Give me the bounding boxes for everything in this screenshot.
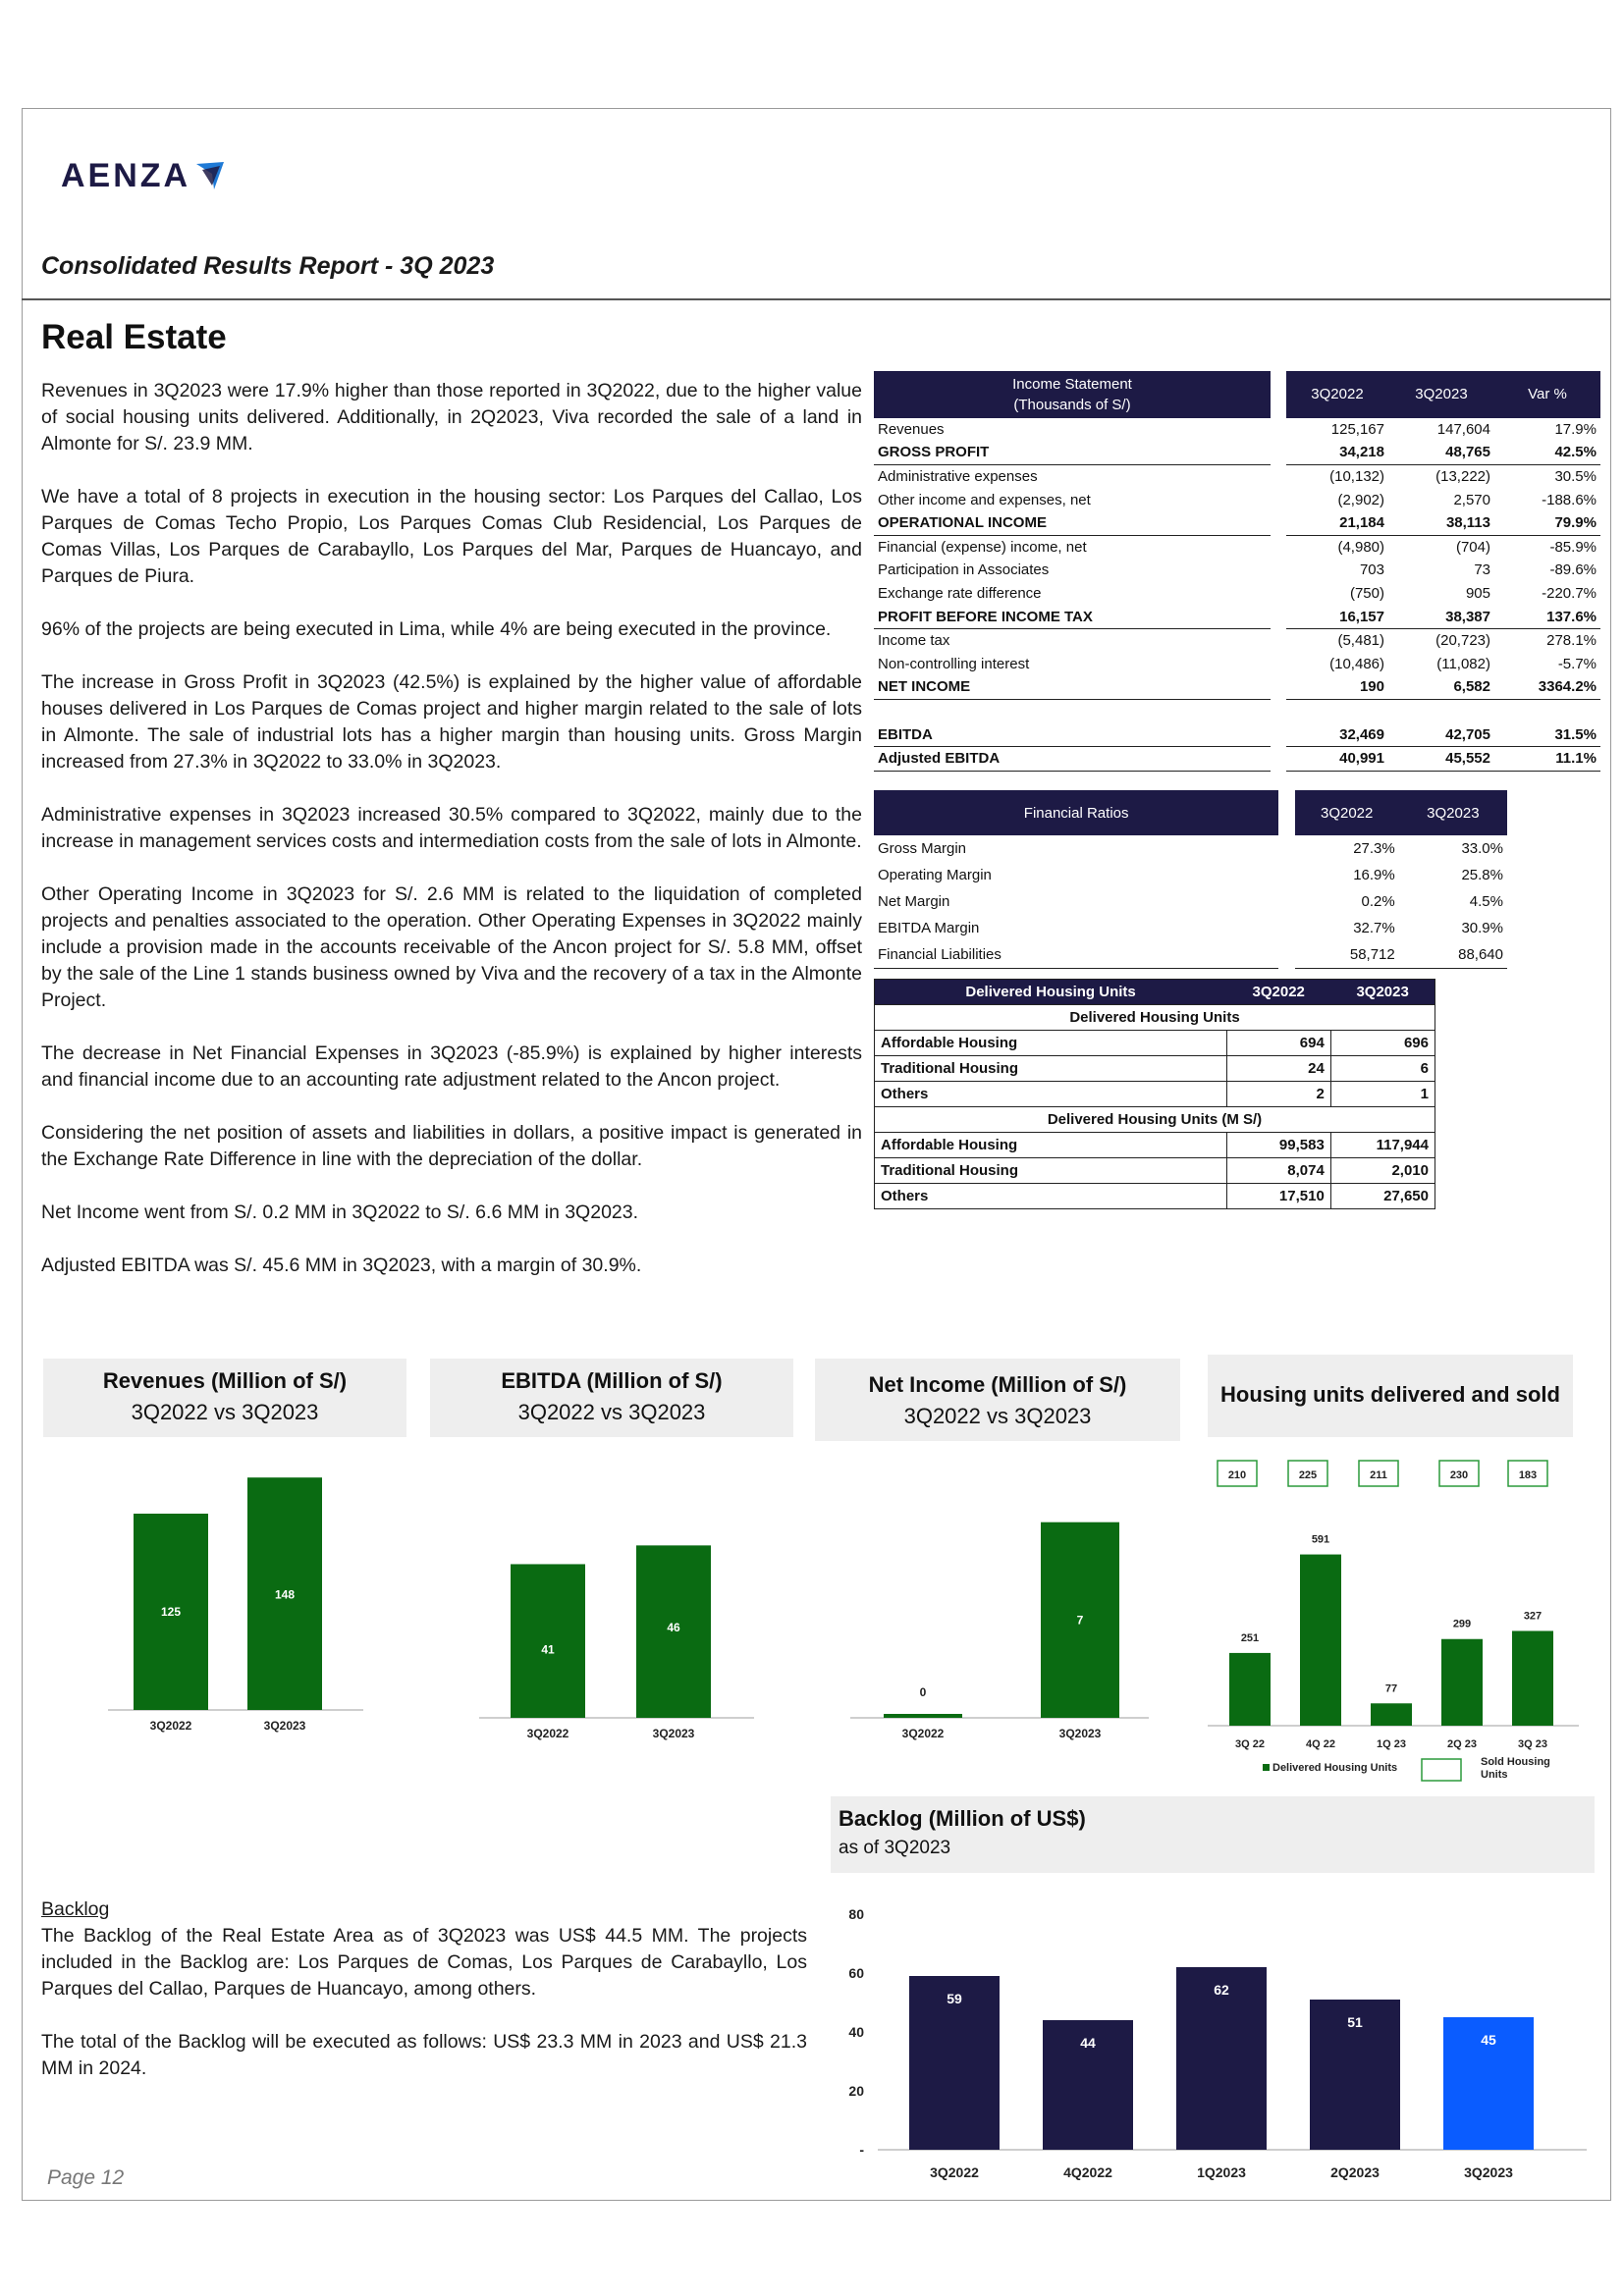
- company-logo: AENZA: [61, 157, 191, 194]
- income-statement-header: [874, 371, 1271, 418]
- chart-title: Housing units delivered and sold: [1220, 1382, 1560, 1407]
- column-header: 3Q2023: [1388, 371, 1494, 418]
- bar: [511, 1564, 585, 1718]
- ebitda-chart-header: [430, 1359, 793, 1437]
- tick-label: 2Q2023: [1330, 2164, 1380, 2180]
- housing-chart-header: [1208, 1355, 1573, 1437]
- table-row: Revenues 125,167 147,604 17.9%: [878, 420, 1597, 438]
- tick-label: 3Q2023: [263, 1719, 306, 1733]
- data-label: 44: [1080, 2035, 1096, 2051]
- column-header: 3Q2022: [1286, 371, 1388, 418]
- table-row: Financial (expense) income, net (4,980) (704) -85.9%: [878, 538, 1597, 556]
- logo-arrow-icon: [194, 160, 228, 193]
- bar: [1441, 1639, 1483, 1726]
- data-label: 327: [1523, 1610, 1543, 1623]
- paragraph: We have a total of 8 projects in execution in the housing sector: Los Parques del Callao, Los Parques de Comas Techo Propio, Los Parques Comas Club Residencial, Los Parques de Comas Villas, Los Parques de Carabayllo, Los Parques del Mar, Parques de Huancayo, and Parques de Piura.: [41, 486, 862, 587]
- paragraph: Considering the net position of assets and liabilities in dollars, a positive impact is generated in the Exchange Rate Difference in line with the depreciation of the dollar.: [41, 1122, 862, 1170]
- table-row: Affordable Housing 99,583 117,944: [875, 1133, 1435, 1158]
- subheader: Delivered Housing Units: [875, 1005, 1435, 1031]
- bar: [1371, 1703, 1412, 1726]
- tick-label: 1Q 23: [1377, 1738, 1406, 1750]
- chart-subtitle: as of 3Q2023: [839, 1838, 951, 1858]
- y-tick-label: 60: [848, 1965, 864, 1981]
- data-label: 77: [1384, 1682, 1398, 1695]
- table-row: EBITDA 32,469 42,705 31.5%: [874, 723, 1600, 747]
- table-row: Exchange rate difference (750) 905 -220.7%: [878, 584, 1597, 602]
- subheader: Delivered Housing Units (M S/): [875, 1107, 1435, 1133]
- data-label: 41: [541, 1642, 555, 1657]
- data-label: 225: [1298, 1469, 1318, 1481]
- legend-swatch: [1263, 1764, 1270, 1771]
- paragraph: Revenues in 3Q2023 were 17.9% higher than those reported in 3Q2022, due to the higher value of social housing units delivered. Additionally, in 2Q2023, Viva recorded the sale of a land in Almonte for S/. 23.9 MM.: [41, 380, 862, 454]
- paragraph: The decrease in Net Financial Expenses in 3Q2023 (-85.9%) is explained by higher interests and financial income due to an accounting rate adjustment related to the Ancon project.: [41, 1042, 862, 1091]
- backlog-chart-header: [831, 1796, 1595, 1873]
- paragraph: The Backlog of the Real Estate Area as of 3Q2023 was US$ 44.5 MM. The projects included in the Backlog are: Los Parques de Comas, Los Parques de Carabayllo, Los Parques del Callao, Parques de Huancayo, among others.: [41, 1925, 807, 2000]
- revenues-chart-header: [43, 1359, 406, 1437]
- header-line: (Thousands of S/): [1013, 397, 1131, 413]
- legend-label: Sold Housing Units: [1481, 1756, 1550, 1781]
- table-row: Income tax (5,481) (20,723) 278.1%: [878, 632, 1597, 650]
- y-tick-label: 40: [848, 2024, 864, 2040]
- paragraph: The total of the Backlog will be executed as follows: US$ 23.3 MM in 2023 and US$ 21.3 MM in 2024.: [41, 2031, 807, 2079]
- tick-label: 4Q2022: [1063, 2164, 1112, 2180]
- tick-label: 3Q2023: [652, 1727, 695, 1740]
- income-statement-table: [874, 371, 1600, 772]
- financial-ratios-header: Financial Ratios: [874, 790, 1278, 835]
- backlog-commentary: [41, 1896, 807, 2109]
- table-row: Adjusted EBITDA 40,991 45,552 11.1%: [874, 747, 1600, 772]
- table-row: PROFIT BEFORE INCOME TAX 16,157 38,387 137.6%: [874, 606, 1600, 629]
- bar: [1229, 1653, 1271, 1726]
- header-divider: [22, 298, 1610, 300]
- backlog-heading: Backlog: [41, 1898, 110, 1920]
- delivered-units-table: [874, 979, 1435, 1209]
- commentary: [41, 378, 862, 1306]
- table-row: Others 2 1: [875, 1082, 1435, 1107]
- table-row: Net Margin 0.2% 4.5%: [878, 893, 1503, 910]
- table-row: Gross Margin 27.3% 33.0%: [878, 840, 1503, 857]
- report-title: Consolidated Results Report - 3Q 2023: [41, 252, 495, 280]
- bar: [884, 1714, 962, 1718]
- data-label: 230: [1449, 1469, 1469, 1481]
- table-row: EBITDA Margin 32.7% 30.9%: [878, 920, 1503, 936]
- table-row: Participation in Associates 703 73 -89.6%: [878, 561, 1597, 579]
- data-label: 125: [160, 1605, 182, 1619]
- chart-subtitle: 3Q2022 vs 3Q2023: [903, 1404, 1092, 1428]
- table-row: Financial Liabilities 58,712 88,640: [874, 941, 1507, 969]
- table-row: Operating Margin 16.9% 25.8%: [878, 867, 1503, 883]
- data-label: 7: [1076, 1613, 1084, 1628]
- chart-subtitle: 3Q2022 vs 3Q2023: [517, 1400, 706, 1424]
- column-header: 3Q2022: [1295, 790, 1399, 835]
- tick-label: 4Q 22: [1306, 1738, 1335, 1750]
- paragraph: Other Operating Income in 3Q2023 for S/. 2.6 MM is related to the liquidation of completed projects and penalties associated to the operation. Other Operating Expenses in 3Q2022 mainly include a provision made in the accounts receivable of the Ancon project for S/. 5.8 MM, offset by the sale of the Line 1 stands business owned by Viva and the recovery of a tax in the Almonte Project.: [41, 883, 862, 1011]
- legend-label: Delivered Housing Units: [1272, 1762, 1398, 1774]
- tick-label: 1Q2023: [1197, 2164, 1246, 2180]
- data-label: 211: [1370, 1469, 1387, 1481]
- table-row: GROSS PROFIT 34,218 48,765 42.5%: [874, 442, 1600, 465]
- y-tick-label: -: [859, 2142, 864, 2158]
- bar: [1300, 1555, 1341, 1726]
- tick-label: 3Q 23: [1518, 1738, 1547, 1750]
- table-row: Traditional Housing 8,074 2,010: [875, 1158, 1435, 1184]
- data-label: 51: [1347, 2014, 1363, 2030]
- legend-swatch: [1422, 1759, 1461, 1781]
- column-header: Var %: [1494, 371, 1600, 418]
- data-label: 251: [1240, 1631, 1260, 1644]
- tick-label: 3Q 22: [1235, 1738, 1265, 1750]
- data-label: 62: [1214, 1982, 1229, 1998]
- tick-label: 3Q2022: [930, 2164, 979, 2180]
- table-row: Administrative expenses (10,132) (13,222) 30.5%: [878, 467, 1597, 485]
- data-label: 0: [919, 1685, 927, 1699]
- data-label: 299: [1452, 1618, 1472, 1630]
- tick-label: 3Q2023: [1058, 1727, 1102, 1740]
- data-label: 148: [274, 1587, 296, 1602]
- table-row: Non-controlling interest (10,486) (11,082) -5.7%: [878, 655, 1597, 672]
- housing-chart: [1208, 1443, 1581, 1787]
- table-row: NET INCOME 190 6,582 3364.2%: [874, 676, 1600, 700]
- bar: [1512, 1630, 1553, 1726]
- net-income-chart: [844, 1453, 1159, 1747]
- chart-title: Net Income (Million of S/): [868, 1372, 1127, 1397]
- y-tick-label: 80: [848, 1906, 864, 1922]
- page-number: Page 12: [47, 2166, 125, 2189]
- data-label: 591: [1311, 1533, 1330, 1546]
- tick-label: 3Q2022: [149, 1719, 192, 1733]
- tick-label: 2Q 23: [1447, 1738, 1477, 1750]
- table-row: Other income and expenses, net (2,902) 2,570 -188.6%: [878, 491, 1597, 508]
- paragraph: 96% of the projects are being executed in Lima, while 4% are being executed in the province.: [41, 618, 832, 640]
- data-label: 45: [1481, 2032, 1496, 2048]
- table-row: OPERATIONAL INCOME 21,184 38,113 79.9%: [874, 511, 1600, 535]
- column-header: 3Q2023: [1399, 790, 1507, 835]
- data-label: 46: [667, 1621, 680, 1635]
- revenues-chart: [98, 1453, 383, 1747]
- header-line: Income Statement: [1012, 376, 1132, 393]
- data-label: 59: [947, 1991, 962, 2006]
- table-row: Others 17,510 27,650: [875, 1184, 1435, 1209]
- chart-title: Backlog (Million of US$): [839, 1806, 1086, 1831]
- ebitda-chart: [479, 1453, 764, 1747]
- net-income-chart-header: [815, 1359, 1180, 1441]
- delivered-units-header: Delivered Housing Units: [875, 980, 1227, 1005]
- chart-title: Revenues (Million of S/): [102, 1368, 348, 1393]
- chart-title: EBITDA (Million of S/): [501, 1368, 723, 1393]
- backlog-chart: [831, 1895, 1597, 2189]
- table-row: Affordable Housing 694 696: [875, 1031, 1435, 1056]
- tick-label: 3Q2023: [1464, 2164, 1513, 2180]
- paragraph: Adjusted EBITDA was S/. 45.6 MM in 3Q2023, with a margin of 30.9%.: [41, 1255, 642, 1276]
- paragraph: Net Income went from S/. 0.2 MM in 3Q2022 to S/. 6.6 MM in 3Q2023.: [41, 1201, 639, 1223]
- chart-subtitle: 3Q2022 vs 3Q2023: [131, 1400, 319, 1424]
- paragraph: Administrative expenses in 3Q2023 increased 30.5% compared to 3Q2022, mainly due to the increase in management services costs and intermediation costs from the sale of lots in Almonte.: [41, 804, 862, 852]
- section-title: Real Estate: [41, 318, 227, 356]
- column-header: 3Q2023: [1330, 980, 1435, 1005]
- paragraph: The increase in Gross Profit in 3Q2023 (42.5%) is explained by the higher value of affordable houses delivered in Los Parques de Comas project and higher margin related to the sale of lots in Almonte. The sale of industrial lots has a higher margin than housing units. Gross Margin increased from 27.3% in 3Q2022 to 33.0% in 3Q2023.: [41, 671, 862, 773]
- table-row: Traditional Housing 24 6: [875, 1056, 1435, 1082]
- y-tick-label: 20: [848, 2083, 864, 2099]
- data-label: 210: [1227, 1469, 1247, 1481]
- tick-label: 3Q2022: [901, 1727, 945, 1740]
- column-header: 3Q2022: [1226, 980, 1330, 1005]
- data-label: 183: [1518, 1469, 1538, 1481]
- financial-ratios-table: [874, 790, 1507, 969]
- tick-label: 3Q2022: [526, 1727, 569, 1740]
